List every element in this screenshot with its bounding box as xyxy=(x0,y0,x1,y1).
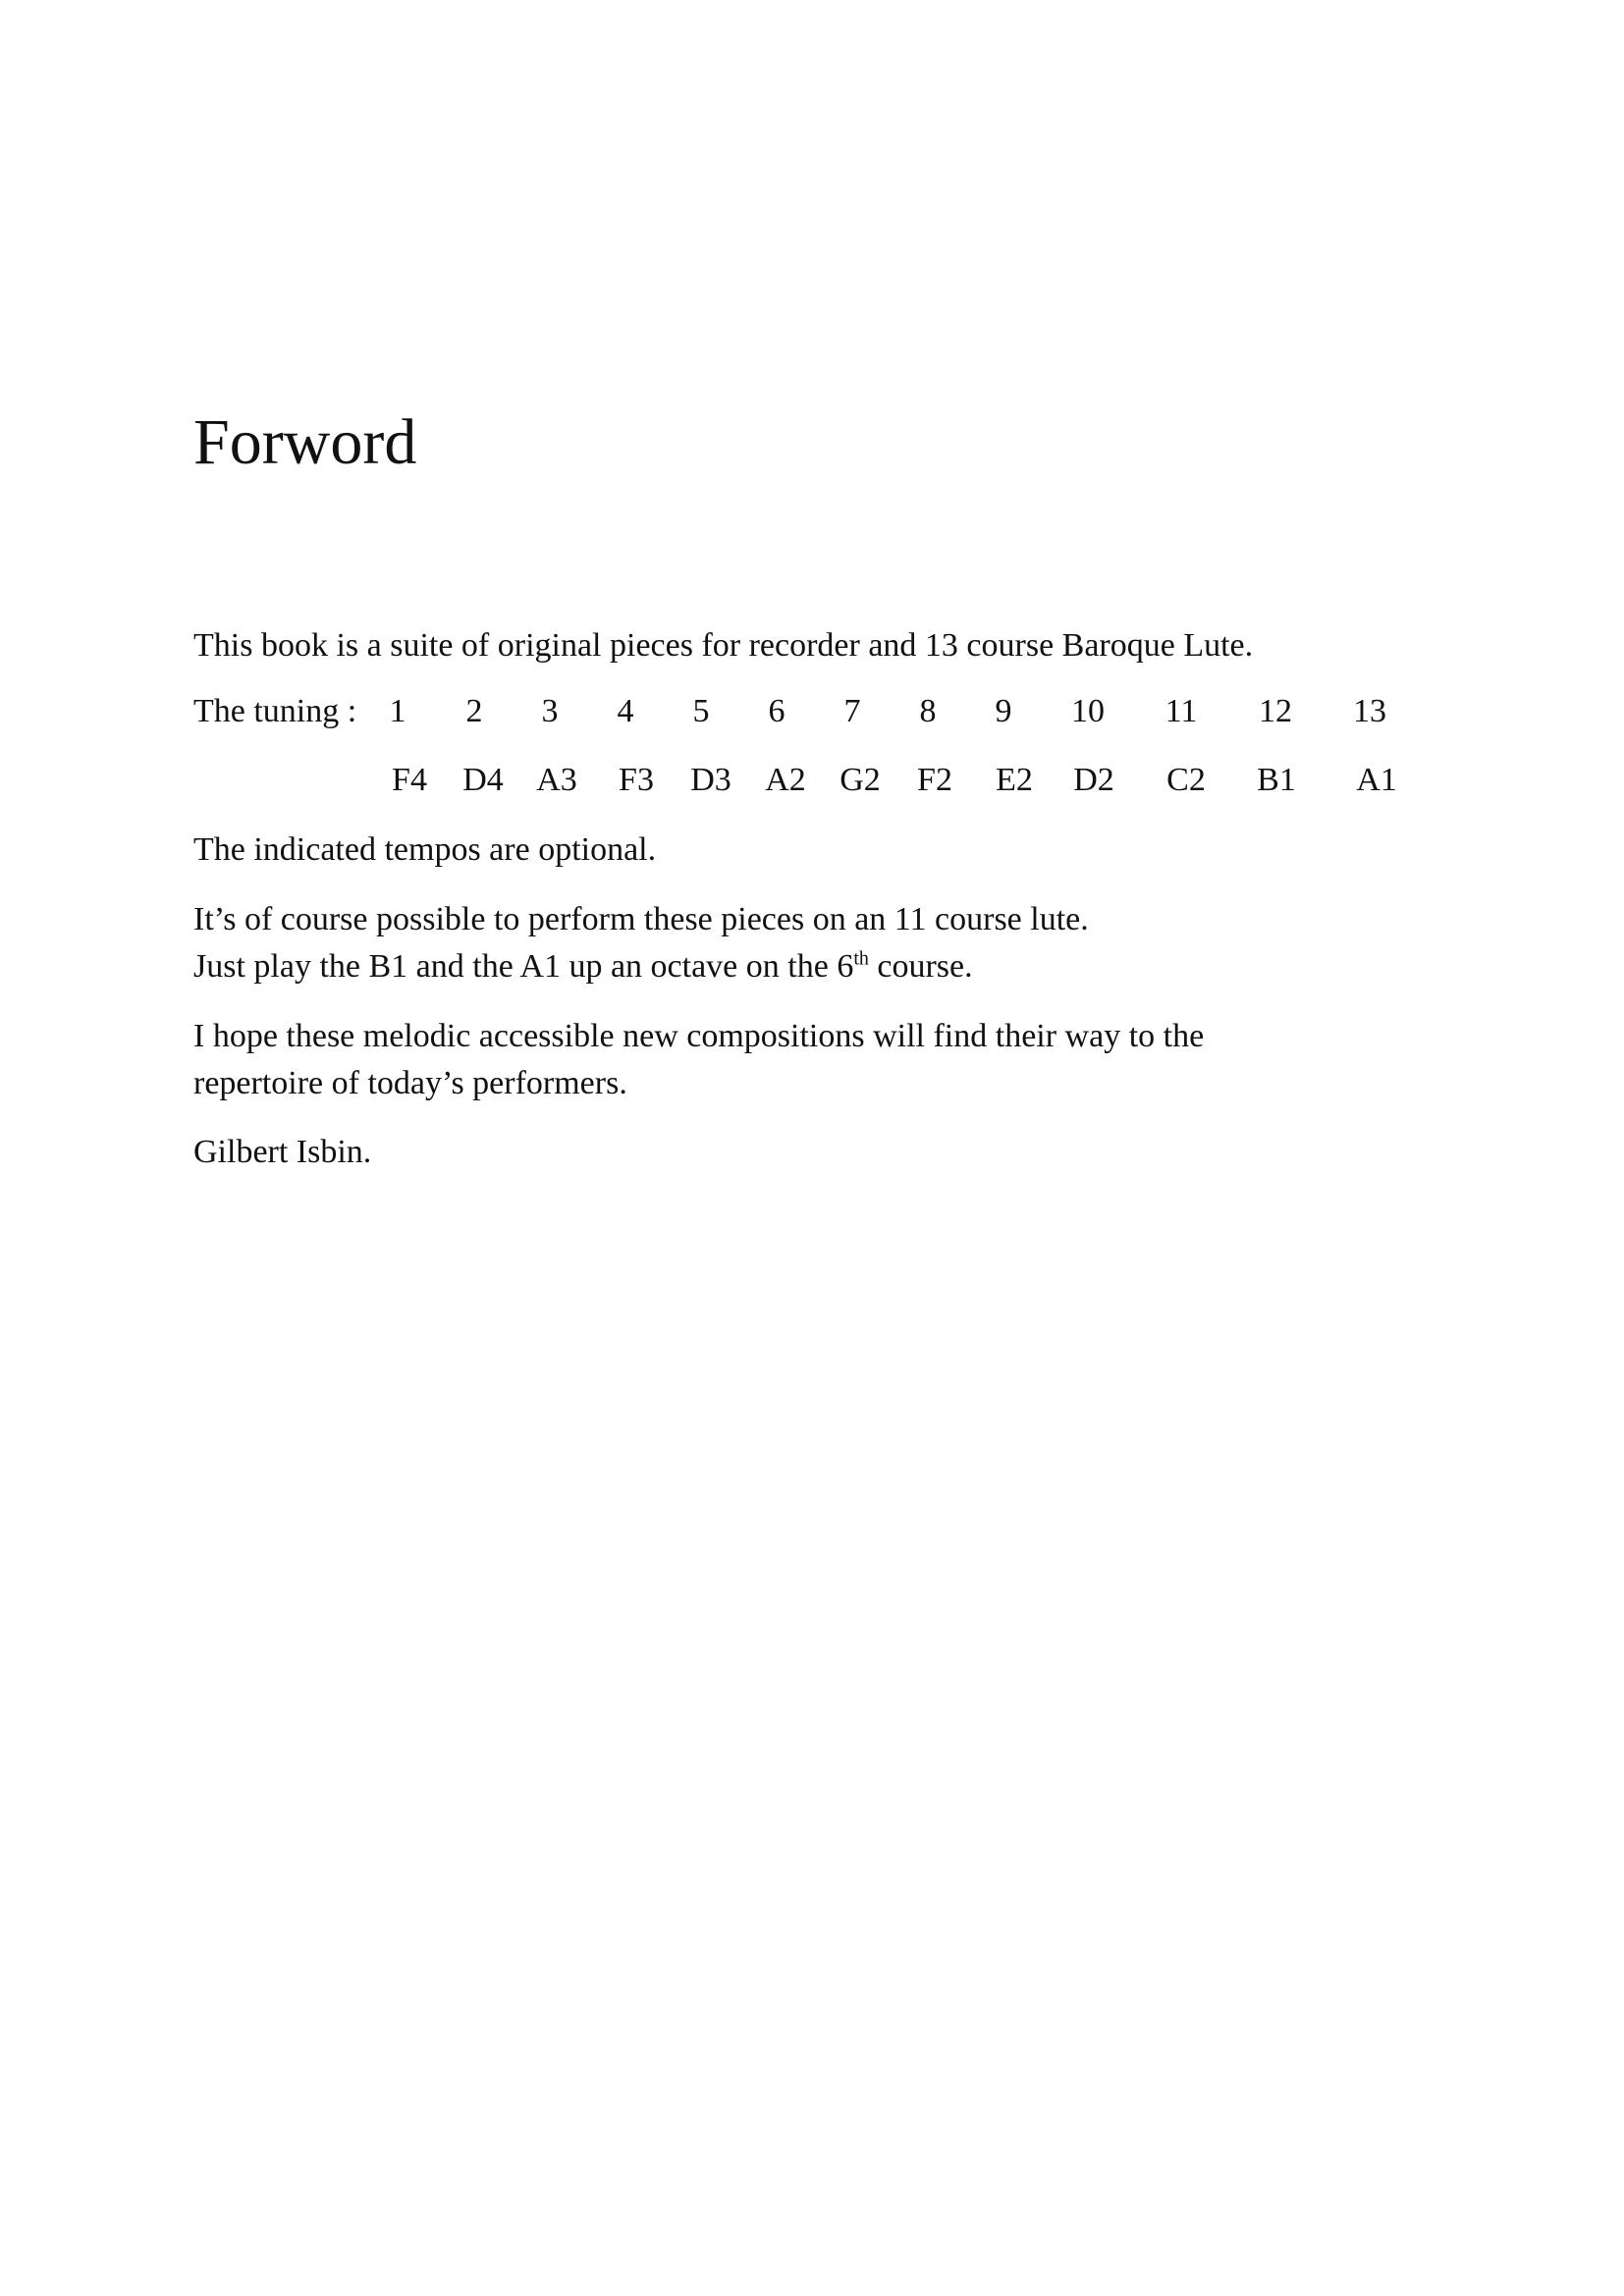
signature: Gilbert Isbin. xyxy=(193,1134,372,1170)
tuning-label: The tuning : xyxy=(193,693,357,729)
tuning-course-number: 1 xyxy=(389,693,406,729)
tuning-note: G2 xyxy=(839,762,881,798)
tuning-course-number: 13 xyxy=(1353,693,1386,729)
tuning-course-number: 7 xyxy=(843,693,861,729)
tuning-course-number: 3 xyxy=(541,693,559,729)
tuning-note: D4 xyxy=(462,762,504,798)
tuning-course-number: 10 xyxy=(1071,693,1105,729)
tuning-note: D3 xyxy=(690,762,731,798)
eleven-course-line-2 xyxy=(193,943,973,990)
tuning-note: F2 xyxy=(917,762,952,798)
tuning-course-number: 6 xyxy=(768,693,785,729)
tuning-note: E2 xyxy=(996,762,1033,798)
tuning-course-number: 9 xyxy=(995,693,1012,729)
hope-line-1: I hope these melodic accessible new compositions will find their way to the xyxy=(193,1018,1205,1054)
ordinal-superscript: th xyxy=(853,947,869,970)
tuning-course-number: 11 xyxy=(1164,693,1198,729)
eleven-course-line-2-start: Just play the B1 and the A1 up an octave on the 6 xyxy=(193,948,854,985)
eleven-course-line-1: It’s of course possible to perform these pieces on an 11 course lute. xyxy=(193,901,1089,937)
tuning-note: D2 xyxy=(1073,762,1114,798)
intro-paragraph: This book is a suite of original pieces for recorder and 13 course Baroque Lute. xyxy=(193,627,1254,664)
tuning-note: A1 xyxy=(1356,762,1397,798)
tuning-note: A2 xyxy=(765,762,806,798)
tuning-note: F4 xyxy=(392,762,427,798)
tempos-note: The indicated tempos are optional. xyxy=(193,831,657,868)
tuning-note: F3 xyxy=(619,762,654,798)
hope-line-2: repertoire of today’s performers. xyxy=(193,1065,627,1101)
tuning-note: A3 xyxy=(536,762,577,798)
tuning-course-number: 4 xyxy=(617,693,634,729)
tuning-note: C2 xyxy=(1166,762,1206,798)
tuning-note: B1 xyxy=(1257,762,1296,798)
tuning-course-number: 2 xyxy=(465,693,483,729)
eleven-course-line-2-end: course. xyxy=(868,948,973,985)
tuning-course-number: 12 xyxy=(1259,693,1292,729)
page-title: Forword xyxy=(193,406,417,478)
tuning-course-number: 5 xyxy=(692,693,710,729)
tuning-course-number: 8 xyxy=(919,693,937,729)
